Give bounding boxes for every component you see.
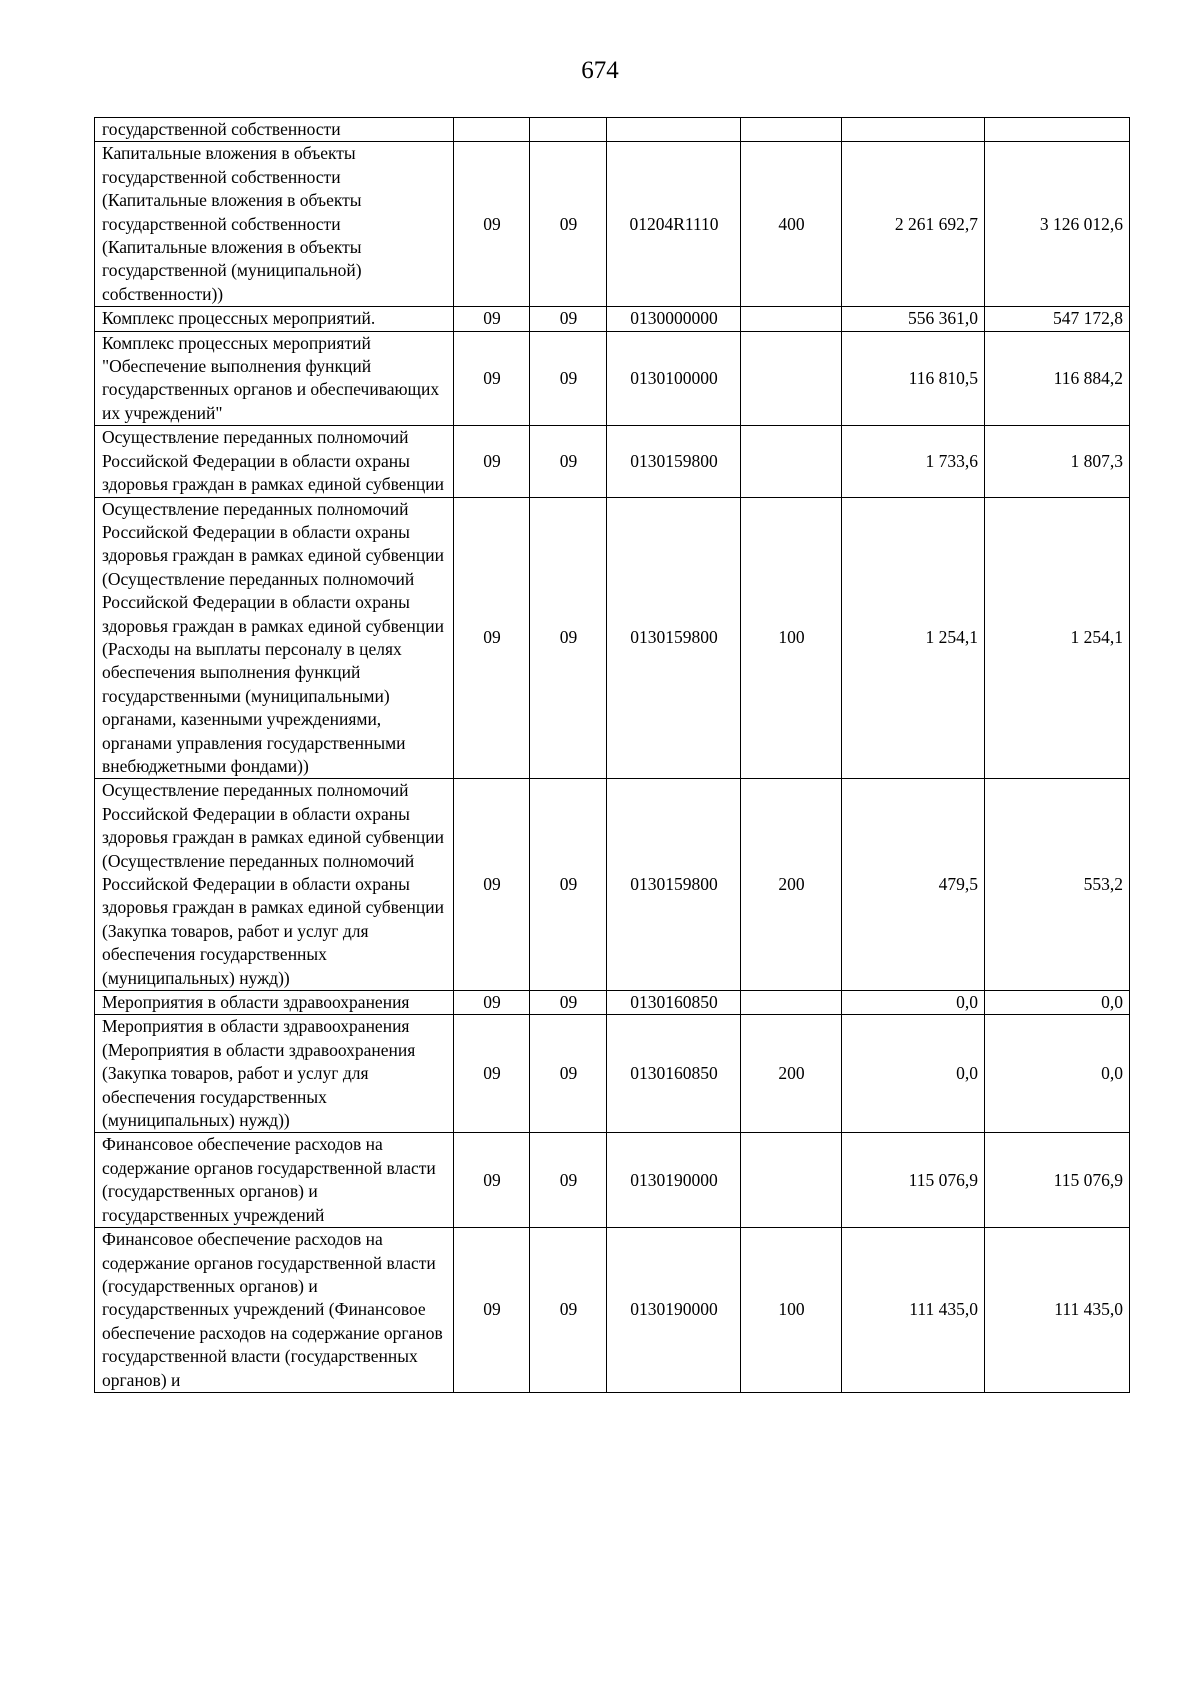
expense-type-cell: 100 (741, 497, 842, 779)
amount-year1-cell: 1 733,6 (842, 426, 985, 497)
subsection-code-cell: 09 (530, 991, 607, 1015)
section-code-cell: 09 (454, 142, 530, 307)
target-article-cell: 0130160850 (607, 1015, 741, 1133)
expense-type-cell (741, 1133, 842, 1228)
amount-year2-cell (985, 118, 1130, 142)
target-article-cell: 01204R1110 (607, 142, 741, 307)
expense-name-cell: Финансовое обеспечение расходов на содержание органов государственной власти (государственных органов) и государственных учреждений (Финансовое обеспечение расходов на содержание органов государственной власти (государственных органов) и (95, 1228, 454, 1393)
table-row (95, 426, 1130, 497)
budget-table-body (95, 118, 1130, 1393)
amount-year2-cell: 0,0 (985, 991, 1130, 1015)
amount-year1-cell: 0,0 (842, 1015, 985, 1133)
amount-year1-cell: 2 261 692,7 (842, 142, 985, 307)
target-article-cell (607, 118, 741, 142)
table-row (95, 1015, 1130, 1133)
target-article-cell: 0130159800 (607, 497, 741, 779)
section-code-cell: 09 (454, 1228, 530, 1393)
expense-name-cell: Осуществление переданных полномочий Российской Федерации в области охраны здоровья граждан в рамках единой субвенции (Осуществление переданных полномочий Российской Федерации в области охраны здоровья граждан в рамках единой субвенции (Закупка товаров, работ и услуг для обеспечения государственных (муниципальных) нужд)) (95, 779, 454, 991)
subsection-code-cell: 09 (530, 1133, 607, 1228)
amount-year1-cell (842, 118, 985, 142)
amount-year2-cell: 553,2 (985, 779, 1130, 991)
amount-year2-cell: 1 254,1 (985, 497, 1130, 779)
expense-type-cell: 200 (741, 779, 842, 991)
target-article-cell: 0130190000 (607, 1133, 741, 1228)
amount-year1-cell: 0,0 (842, 991, 985, 1015)
expense-type-cell: 100 (741, 1228, 842, 1393)
amount-year2-cell: 116 884,2 (985, 331, 1130, 426)
section-code-cell: 09 (454, 307, 530, 331)
section-code-cell: 09 (454, 779, 530, 991)
subsection-code-cell (530, 118, 607, 142)
subsection-code-cell: 09 (530, 331, 607, 426)
budget-table (94, 117, 1130, 1393)
expense-type-cell: 400 (741, 142, 842, 307)
subsection-code-cell: 09 (530, 142, 607, 307)
subsection-code-cell: 09 (530, 307, 607, 331)
table-row (95, 1228, 1130, 1393)
amount-year2-cell: 115 076,9 (985, 1133, 1130, 1228)
expense-name-cell: Комплекс процессных мероприятий "Обеспечение выполнения функций государственных органов и обеспечивающих их учреждений" (95, 331, 454, 426)
subsection-code-cell: 09 (530, 497, 607, 779)
amount-year1-cell: 115 076,9 (842, 1133, 985, 1228)
expense-type-cell: 200 (741, 1015, 842, 1133)
expense-name-cell: Капитальные вложения в объекты государственной собственности (Капитальные вложения в объекты государственной собственности (Капитальные вложения в объекты государственной (муниципальной) собственности)) (95, 142, 454, 307)
subsection-code-cell: 09 (530, 1228, 607, 1393)
target-article-cell: 0130100000 (607, 331, 741, 426)
amount-year1-cell: 116 810,5 (842, 331, 985, 426)
section-code-cell: 09 (454, 331, 530, 426)
target-article-cell: 0130159800 (607, 426, 741, 497)
section-code-cell (454, 118, 530, 142)
table-row (95, 331, 1130, 426)
expense-name-cell: Финансовое обеспечение расходов на содержание органов государственной власти (государственных органов) и государственных учреждений (95, 1133, 454, 1228)
target-article-cell: 0130159800 (607, 779, 741, 991)
target-article-cell: 0130000000 (607, 307, 741, 331)
amount-year2-cell: 3 126 012,6 (985, 142, 1130, 307)
table-row (95, 991, 1130, 1015)
expense-type-cell (741, 118, 842, 142)
expense-name-cell: государственной собственности (95, 118, 454, 142)
section-code-cell: 09 (454, 497, 530, 779)
amount-year2-cell: 1 807,3 (985, 426, 1130, 497)
amount-year1-cell: 479,5 (842, 779, 985, 991)
amount-year1-cell: 556 361,0 (842, 307, 985, 331)
amount-year2-cell: 547 172,8 (985, 307, 1130, 331)
section-code-cell: 09 (454, 1015, 530, 1133)
expense-type-cell (741, 307, 842, 331)
page-number: 674 (581, 57, 619, 84)
table-row (95, 307, 1130, 331)
expense-type-cell (741, 426, 842, 497)
table-row (95, 118, 1130, 142)
table-row (95, 142, 1130, 307)
expense-name-cell: Осуществление переданных полномочий Российской Федерации в области охраны здоровья граждан в рамках единой субвенции (95, 426, 454, 497)
table-row (95, 497, 1130, 779)
subsection-code-cell: 09 (530, 426, 607, 497)
subsection-code-cell: 09 (530, 1015, 607, 1133)
amount-year1-cell: 111 435,0 (842, 1228, 985, 1393)
expense-name-cell: Комплекс процессных мероприятий. (95, 307, 454, 331)
amount-year1-cell: 1 254,1 (842, 497, 985, 779)
expense-name-cell: Мероприятия в области здравоохранения (Мероприятия в области здравоохранения (Закупка товаров, работ и услуг для обеспечения государственных (муниципальных) нужд)) (95, 1015, 454, 1133)
section-code-cell: 09 (454, 1133, 530, 1228)
expense-name-cell: Осуществление переданных полномочий Российской Федерации в области охраны здоровья граждан в рамках единой субвенции (Осуществление переданных полномочий Российской Федерации в области охраны здоровья граждан в рамках единой субвенции (Расходы на выплаты персоналу в целях обеспечения выполнения функций государственными (муниципальными) органами, казенными учреждениями, органами управления государственными внебюджетными фондами)) (95, 497, 454, 779)
target-article-cell: 0130160850 (607, 991, 741, 1015)
section-code-cell: 09 (454, 991, 530, 1015)
target-article-cell: 0130190000 (607, 1228, 741, 1393)
amount-year2-cell: 0,0 (985, 1015, 1130, 1133)
table-row (95, 1133, 1130, 1228)
subsection-code-cell: 09 (530, 779, 607, 991)
amount-year2-cell: 111 435,0 (985, 1228, 1130, 1393)
expense-name-cell: Мероприятия в области здравоохранения (95, 991, 454, 1015)
section-code-cell: 09 (454, 426, 530, 497)
table-row (95, 779, 1130, 991)
expense-type-cell (741, 991, 842, 1015)
expense-type-cell (741, 331, 842, 426)
